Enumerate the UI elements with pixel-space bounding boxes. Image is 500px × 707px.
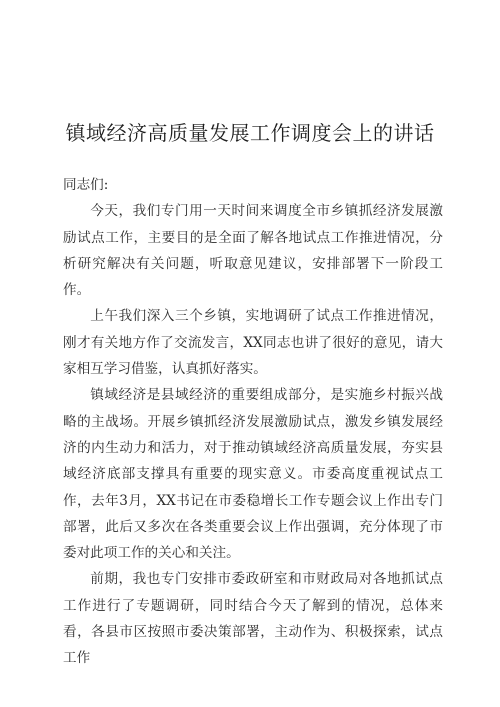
paragraph: 前期，我也专门安排市委政研室和市财政局对各地抓试点工作进行了专题调研，同时结合今天了解到的情况，总体来看，各县市区按照市委决策部署，主动作为、积极探索，试点工作 — [63, 571, 443, 667]
paragraph: 今天，我们专门用一天时间来调度全市乡镇抓经济发展激励试点工作，主要目的是全面了解各地试点工作推进情况，分析研究解决有关问题，听取意见建议，安排部署下一阶段工作。 — [63, 203, 443, 299]
paragraph: 上午我们深入三个乡镇，实地调研了试点工作推进情况，刚才有关地方作了交流发言，XX同志也讲了很好的意见，请大家相互学习借鉴，认真抓好落实。 — [63, 308, 443, 378]
greeting: 同志们: — [63, 177, 109, 193]
document-title: 镇域经济高质量发展工作调度会上的讲话 — [65, 121, 435, 145]
document-body — [63, 172, 443, 672]
paragraph: 镇域经济是县域经济的重要组成部分，是实施乡村振兴战略的主战场。开展乡镇抓经济发展激励试点，激发乡镇发展经济的内生动力和活力，对于推动镇域经济高质量发展，夯实县域经济底部支撑具有重要的现实意义。市委高度重视试点工作，去年3月，XX书记在市委稳增长工作专题会议上作出专门部署，此后又多次在各类重要会议上作出强调，充分体现了市委对此项工作的关心和关注。 — [63, 387, 443, 562]
